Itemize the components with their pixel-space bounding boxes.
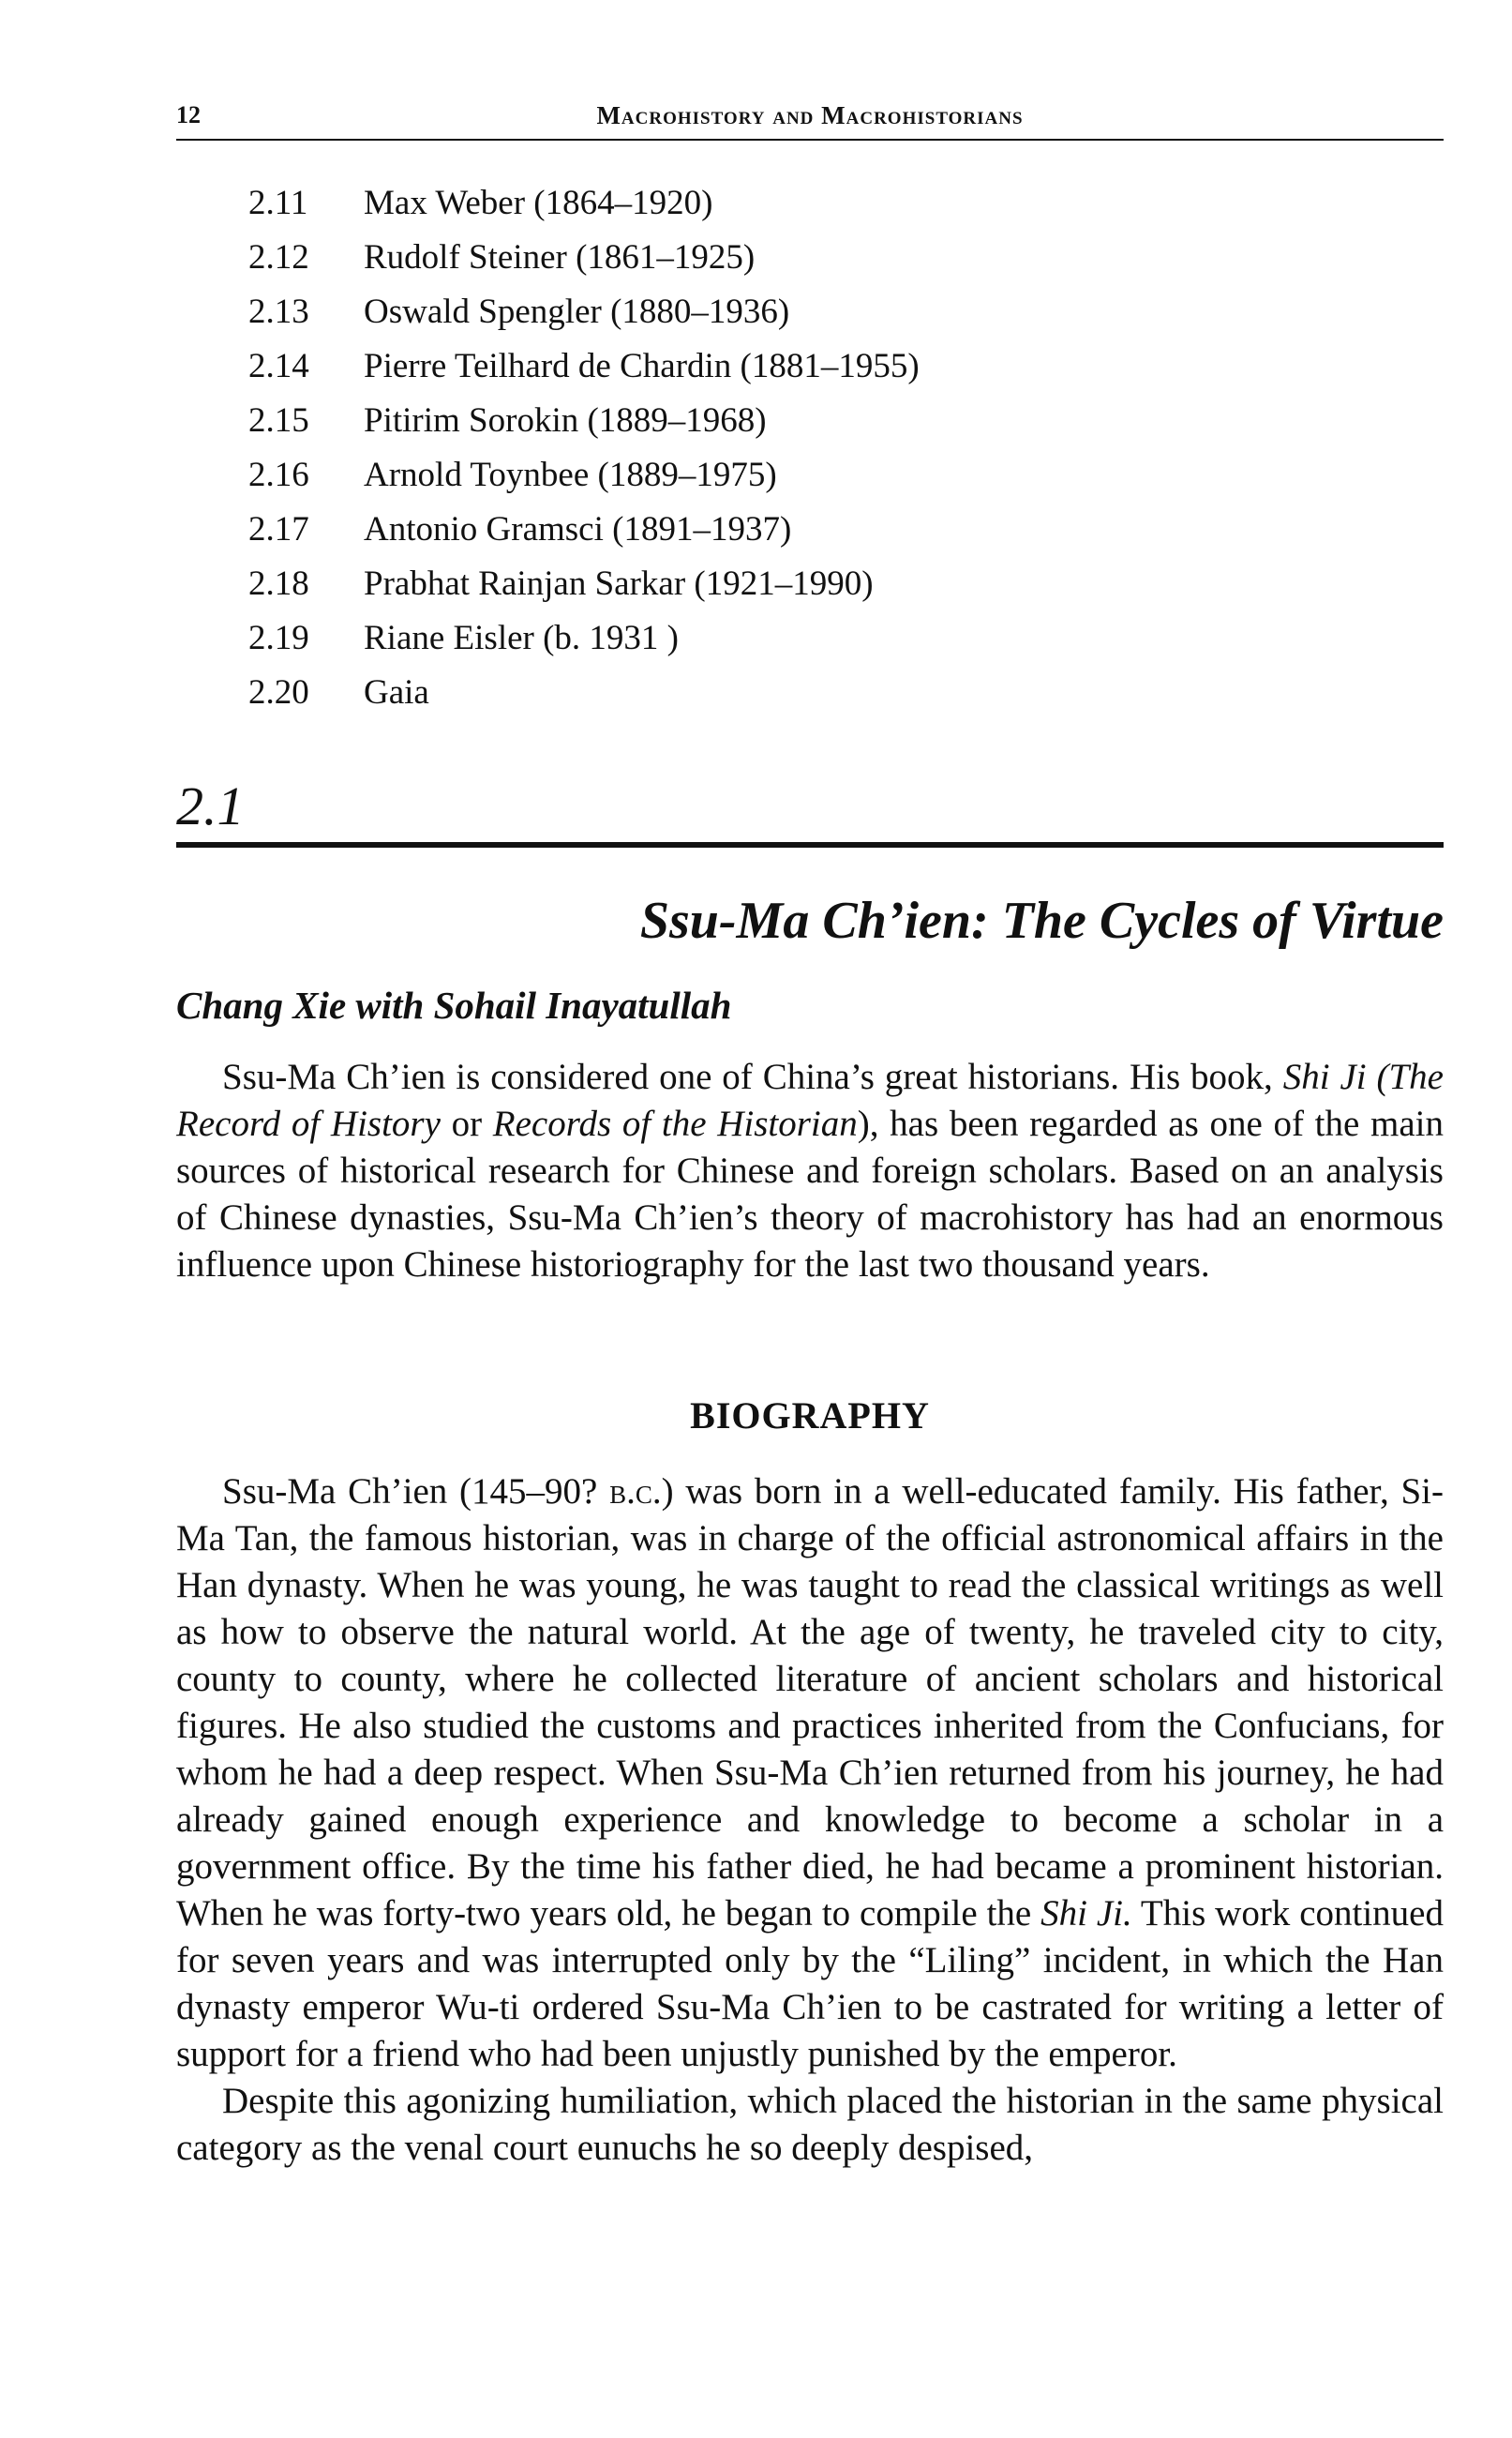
text-run: Ssu-Ma Ch’ien (145–90?	[222, 1471, 610, 1512]
toc-title: Pierre Teilhard de Chardin (1881–1955)	[364, 347, 920, 385]
toc-title: Riane Eisler (b. 1931 )	[364, 619, 679, 657]
toc-number: 2.13	[248, 293, 309, 331]
book-title: Shi Ji.	[1040, 1893, 1132, 1934]
chapter-contents-list	[248, 176, 920, 720]
intro-text	[176, 1054, 1444, 1288]
biography-paragraph	[176, 1468, 1444, 2078]
biography-heading: BIOGRAPHY	[690, 1394, 930, 1437]
running-title: Macrohistory and Macrohistorians	[596, 101, 1024, 129]
text-run: ), has been regarded as one of the main sources of historical research for Chinese and foreign scholars. Based on an analysis of Chinese dynasties, Ssu-Ma Ch’ien’s theory of macrohistory has had an enormous influence upon Chinese historiography for the last two thousand years.	[176, 1104, 1444, 1285]
toc-entry	[248, 448, 920, 503]
toc-entry	[248, 176, 920, 231]
era-abbreviation: b.c.	[609, 1471, 662, 1512]
toc-number: 2.15	[248, 401, 309, 440]
toc-entry	[248, 339, 920, 394]
toc-title: Rudolf Steiner (1861–1925)	[364, 238, 756, 277]
toc-title: Max Weber (1864–1920)	[364, 184, 713, 222]
text-run: This work continued for seven years and was interrupted only by the “Liling” incident, in which the Han dynasty emperor Wu-ti ordered Ssu-Ma Ch’ien to be castrated for writing a letter of support for a friend who had been unjustly punished by the emperor.	[176, 1893, 1444, 2074]
toc-title: Oswald Spengler (1880–1936)	[364, 293, 790, 331]
toc-entry	[248, 611, 920, 666]
toc-entry	[248, 557, 920, 611]
running-head	[176, 101, 1444, 141]
text-run: ) was born in a well-educated family. His father, Si-Ma Tan, the famous historian, was in charge of the official astronomical affairs in the Han dynasty. When he was young, he was taught to read the classical writings as well as how to observe the natural world. At the age of twenty, he traveled city to city, county to county, where he collected literature of ancient scholars and historical figures. He also studied the customs and practices inherited from the Confucians, for whom he had a deep respect. When Ssu-Ma Ch’ien returned from his journey, he had already gained enough experience and knowledge to become a scholar in a government office. By the time his father died, he had became a prominent historian. When he was forty-two years old, he began to compile the	[176, 1471, 1444, 1934]
toc-title: Arnold Toynbee (1889–1975)	[364, 456, 777, 494]
toc-number: 2.18	[248, 564, 309, 603]
text-run: or	[440, 1104, 493, 1144]
toc-entry	[248, 394, 920, 448]
toc-title: Pitirim Sorokin (1889–1968)	[364, 401, 767, 440]
toc-title: Prabhat Rainjan Sarkar (1921–1990)	[364, 564, 874, 603]
section-divider	[176, 842, 1444, 848]
toc-number: 2.12	[248, 238, 309, 277]
intro-paragraph	[176, 1054, 1444, 1288]
toc-entry	[248, 666, 920, 720]
section-number: 2.1	[176, 775, 245, 836]
biography-paragraph: Despite this agonizing humiliation, which placed the historian in the same physical category as the venal court eunuchs he so deeply despised,	[176, 2081, 1444, 2168]
byline: Chang Xie with Sohail Inayatullah	[176, 984, 732, 1027]
book-title: Shi Ji (The Record of History	[176, 1057, 1444, 1144]
toc-number: 2.11	[248, 184, 308, 222]
biography-text	[176, 1468, 1444, 2172]
toc-entry	[248, 285, 920, 339]
toc-entry	[248, 503, 920, 557]
text-run: Ssu-Ma Ch’ien is considered one of China’s great historians. His book,	[222, 1057, 1283, 1097]
toc-title: Gaia	[364, 673, 429, 712]
toc-number: 2.17	[248, 510, 309, 549]
toc-number: 2.20	[248, 673, 309, 712]
book-title: Records of the Historian	[492, 1104, 858, 1144]
section-title: Ssu-Ma Ch’ien: The Cycles of Virtue	[639, 892, 1444, 950]
toc-number: 2.19	[248, 619, 309, 657]
toc-entry	[248, 231, 920, 285]
page-number: 12	[176, 101, 201, 128]
toc-title: Antonio Gramsci (1891–1937)	[364, 510, 792, 549]
toc-number: 2.14	[248, 347, 309, 385]
toc-number: 2.16	[248, 456, 309, 494]
